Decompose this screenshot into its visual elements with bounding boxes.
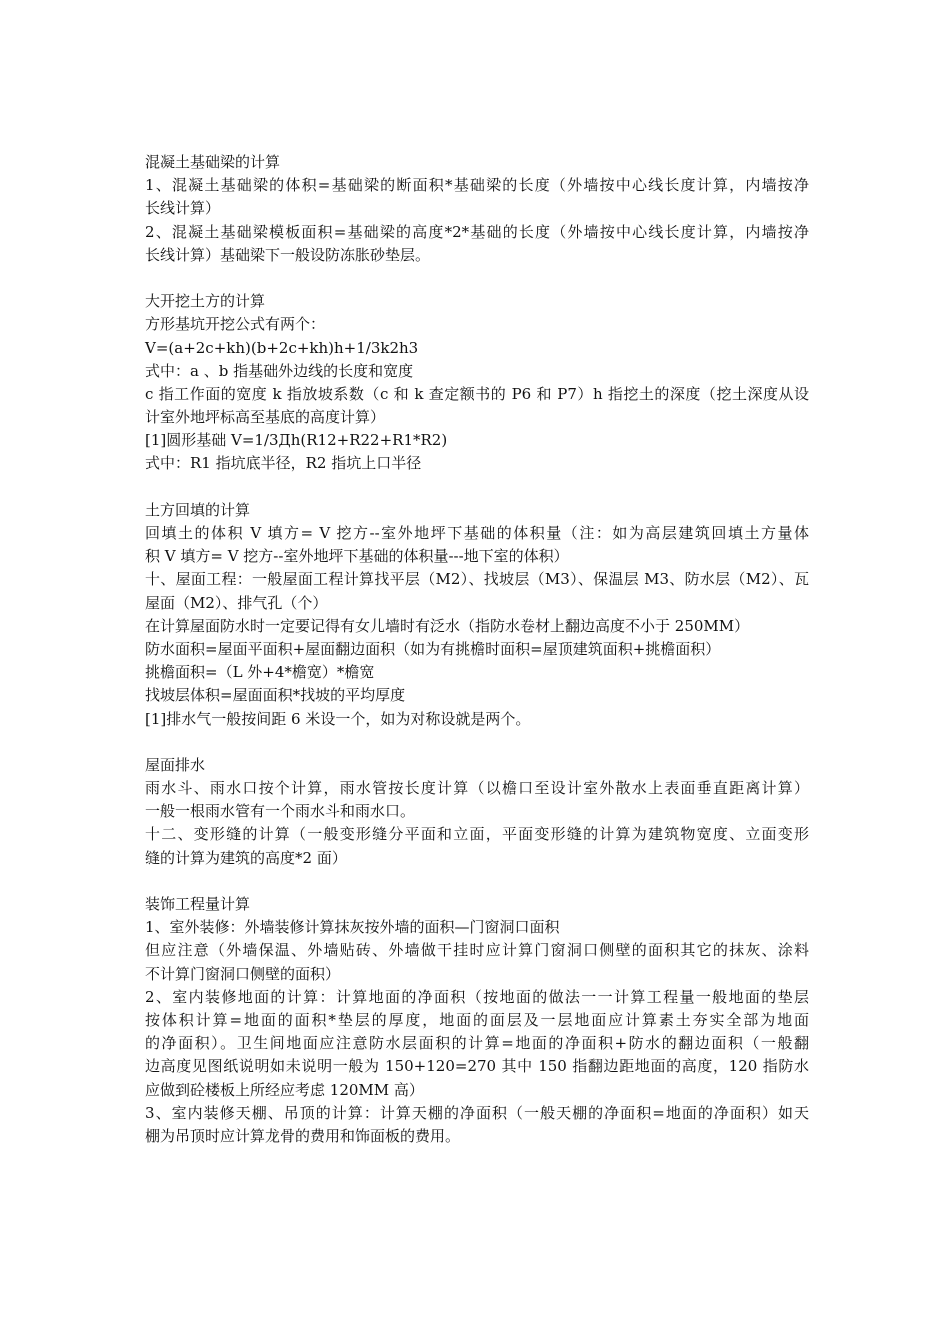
section-heading: 土方回填的计算	[145, 500, 251, 519]
paragraph-line: 按体积计算=地面的面积*垫层的厚度，地面的面层及一层地面应计算素土夯实全部为地面	[145, 1010, 809, 1029]
paragraph-line: 十二、变形缝的计算（一般变形缝分平面和立面，平面变形缝的计算为建筑物宽度、立面变形	[145, 825, 809, 844]
section-foundation-beam	[145, 151, 809, 267]
paragraph-line: 1、混凝土基础梁的体积=基础梁的断面积*基础梁的长度（外墙按中心线长度计算，内墙按净	[145, 176, 809, 195]
paragraph-line: 但应注意（外墙保温、外墙贴砖、外墙做干挂时应计算门窗洞口侧壁的面积其它的抹灰、涂料	[145, 941, 809, 960]
paragraph-line: 在计算屋面防水时一定要记得有女儿墙时有泛水（指防水卷材上翻边高度不小于 250MM）	[145, 616, 750, 635]
blank-line	[145, 731, 809, 754]
blank-line	[145, 870, 809, 893]
paragraph-line: 十、屋面工程：一般屋面工程计算找平层（M2）、找坡层（M3）、保温层 M3、防水层（M2）、瓦	[145, 570, 809, 589]
paragraph-line: 2、混凝土基础梁模板面积=基础梁的高度*2*基础的长度（外墙按中心线长度计算，内墙按净	[145, 222, 809, 241]
paragraph-line: 应做到砼楼板上所经应考虑 120MM 高）	[145, 1080, 424, 1099]
paragraph-line: 缝的计算为建筑的高度*2 面）	[145, 848, 347, 867]
paragraph-line: 找坡层体积=屋面面积*找坡的平均厚度	[145, 686, 406, 705]
document-page	[145, 151, 809, 1148]
paragraph-line: 3、室内装修天棚、吊顶的计算：计算天棚的净面积（一般天棚的净面积=地面的净面积）如天	[145, 1103, 809, 1122]
section-heading: 混凝土基础梁的计算	[145, 153, 281, 171]
formula-line: [1]圆形基础 V=1/3Дh(R12+R22+R1*R2)	[145, 431, 448, 450]
paragraph-line: 方形基坑开挖公式有两个：	[145, 315, 326, 334]
formula-line: V=(a+2c+kh)(b+2c+kh)h+1/3k2h3	[145, 338, 419, 357]
paragraph-line: c 指工作面的宽度 k 指放坡系数（c 和 k 查定额书的 P6 和 P7）h 指挖土的深度（挖土深度从设	[145, 384, 809, 403]
paragraph-line: 积 V 填方= V 挖方--室外地坪下基础的体积量---地下室的体积）	[145, 547, 569, 566]
paragraph-line: 式中：R1 指坑底半径，R2 指坑上口半径	[145, 454, 422, 473]
paragraph-line: 屋面（M2）、排气孔（个）	[145, 593, 328, 612]
section-heading: 大开挖土方的计算	[145, 292, 266, 311]
paragraph-line: 式中：a 、b 指基础外边线的长度和宽度	[145, 361, 414, 380]
paragraph-line: 2、室内装修地面的计算：计算地面的净面积（按地面的做法一一计算工程量一般地面的垫层	[145, 987, 809, 1006]
paragraph-line: 挑檐面积=（L 外+4*檐宽）*檐宽	[145, 663, 375, 682]
paragraph-line: 防水面积=屋面平面积+屋面翻边面积（如为有挑檐时面积=屋顶建筑面积+挑檐面积）	[145, 639, 721, 658]
paragraph-line: 计室外地坪标高至基底的高度计算）	[145, 408, 386, 427]
paragraph-line: 的净面积）。卫生间地面应注意防水层面积的计算=地面的净面积+防水的翻边面积（一般翻	[145, 1034, 809, 1053]
blank-line	[145, 476, 809, 499]
section-heading: 屋面排水	[145, 755, 206, 774]
paragraph-line: 一般一根雨水管有一个雨水斗和雨水口。	[145, 802, 416, 821]
section-decoration	[145, 893, 809, 1148]
paragraph-line: 回填土的体积 V 填方= V 挖方--室外地坪下基础的体积量（注：如为高层建筑回填土方量体	[145, 524, 809, 542]
paragraph-line: [1]排水气一般按间距 6 米设一个，如为对称设就是两个。	[145, 709, 531, 728]
section-excavation	[145, 290, 809, 476]
blank-line	[145, 267, 809, 290]
paragraph-line: 长线计算）基础梁下一般设防冻胀砂垫层。	[145, 245, 431, 264]
section-backfill	[145, 499, 809, 731]
paragraph-line: 不计算门窗洞口侧壁的面积）	[145, 964, 341, 983]
section-roof-drainage	[145, 754, 809, 870]
paragraph-line: 1、室外装修：外墙装修计算抹灰按外墙的面积—门窗洞口面积	[145, 918, 560, 937]
paragraph-line: 棚为吊顶时应计算龙骨的费用和饰面板的费用。	[145, 1126, 461, 1145]
paragraph-line: 雨水斗、雨水口按个计算，雨水管按长度计算（以檐口至设计室外散水上表面垂直距离计算）	[145, 779, 809, 798]
paragraph-line: 长线计算）	[145, 199, 221, 218]
section-heading: 装饰工程量计算	[145, 895, 251, 913]
paragraph-line: 边高度见图纸说明如未说明一般为 150+120=270 其中 150 指翻边距地面的高度，120 指防水	[145, 1057, 809, 1076]
